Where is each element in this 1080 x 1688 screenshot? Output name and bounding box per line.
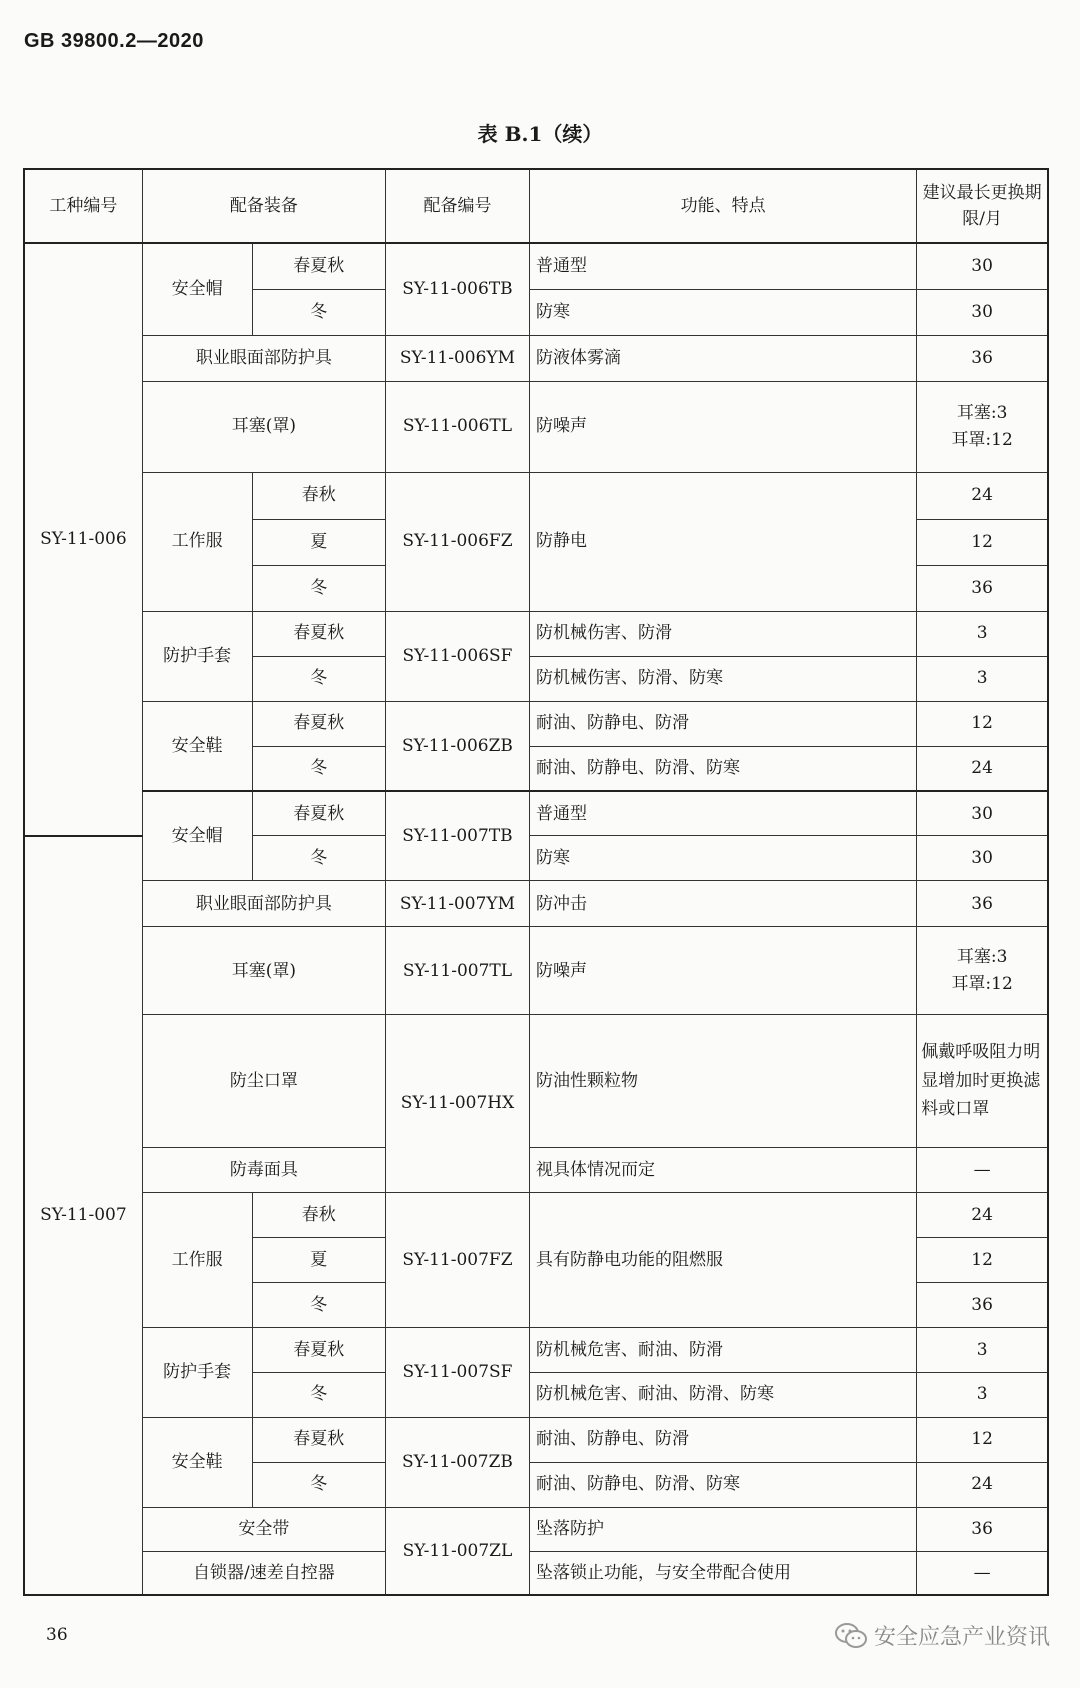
table-row bbox=[24, 1147, 1048, 1192]
header-equipment: 配备装备 bbox=[142, 169, 385, 243]
function-cell: 防冲击 bbox=[530, 881, 917, 927]
period-cell: 24 bbox=[917, 746, 1048, 791]
table-row bbox=[24, 1552, 1048, 1595]
season-cell: 冬 bbox=[252, 1462, 385, 1507]
equip-code-cell: SY-11-006FZ bbox=[385, 472, 529, 611]
period-cell: 3 bbox=[917, 1372, 1048, 1417]
item-cell: 职业眼面部防护具 bbox=[142, 881, 385, 927]
period-cell: 36 bbox=[917, 335, 1048, 381]
equip-code-cell: SY-11-007YM bbox=[385, 881, 529, 927]
period-cell: — bbox=[917, 1147, 1048, 1192]
item-cell: 防毒面具 bbox=[142, 1147, 385, 1192]
item-cell: 职业眼面部防护具 bbox=[142, 335, 385, 381]
table-title: 表 B.1（续） bbox=[477, 122, 603, 146]
item-cell: 防护手套 bbox=[142, 1327, 252, 1417]
period-cell: 24 bbox=[917, 1462, 1048, 1507]
watermark bbox=[834, 1620, 1050, 1651]
table-row bbox=[24, 1507, 1048, 1552]
season-cell: 春夏秋 bbox=[252, 1417, 385, 1462]
item-cell: 工作服 bbox=[142, 472, 252, 611]
function-cell: 防机械危害、耐油、防滑 bbox=[530, 1327, 917, 1372]
period-cell: 30 bbox=[917, 243, 1048, 289]
standard-code: GB 39800.2—2020 bbox=[24, 30, 204, 52]
period-cell: 3 bbox=[917, 656, 1048, 701]
equip-code-cell: SY-11-007TB bbox=[385, 791, 529, 881]
table-row bbox=[24, 335, 1048, 381]
period-cell: 3 bbox=[917, 1327, 1048, 1372]
table-row bbox=[24, 881, 1048, 927]
period-cell: 30 bbox=[917, 289, 1048, 335]
header-period: 建议最长更换期限/月 bbox=[917, 169, 1048, 243]
period-cell: 24 bbox=[917, 472, 1048, 519]
season-cell: 夏 bbox=[252, 519, 385, 565]
function-cell: 防机械危害、耐油、防滑、防寒 bbox=[530, 1372, 917, 1417]
equip-code-cell: SY-11-007SF bbox=[385, 1327, 529, 1417]
period-cell: 12 bbox=[917, 1417, 1048, 1462]
item-cell: 防护手套 bbox=[142, 611, 252, 701]
function-cell: 耐油、防静电、防滑 bbox=[530, 701, 917, 746]
function-cell: 防寒 bbox=[530, 836, 917, 881]
function-cell: 防油性颗粒物 bbox=[530, 1015, 917, 1148]
header-equip-code: 配备编号 bbox=[385, 169, 529, 243]
function-cell: 防寒 bbox=[530, 289, 917, 335]
item-cell: 安全鞋 bbox=[142, 1417, 252, 1507]
equip-code-cell: SY-11-007ZL bbox=[385, 1507, 529, 1595]
table-row bbox=[24, 927, 1048, 1015]
season-cell: 冬 bbox=[252, 1282, 385, 1327]
period-cell: 12 bbox=[917, 1237, 1048, 1282]
season-cell: 春夏秋 bbox=[252, 611, 385, 656]
item-cell: 工作服 bbox=[142, 1192, 252, 1327]
period-cell: 耳塞:3 耳罩:12 bbox=[917, 381, 1048, 472]
equip-code-cell: SY-11-007FZ bbox=[385, 1192, 529, 1327]
function-cell: 防机械伤害、防滑 bbox=[530, 611, 917, 656]
item-cell: 防尘口罩 bbox=[142, 1015, 385, 1148]
item-cell: 耳塞(罩) bbox=[142, 927, 385, 1015]
period-cell: 30 bbox=[917, 836, 1048, 881]
season-cell: 春夏秋 bbox=[252, 791, 385, 836]
period-cell: 3 bbox=[917, 611, 1048, 656]
table-row bbox=[24, 1015, 1048, 1148]
function-cell: 视具体情况而定 bbox=[530, 1147, 917, 1192]
equipment-table bbox=[23, 168, 1049, 1596]
period-cell: 36 bbox=[917, 565, 1048, 611]
function-cell: 防液体雾滴 bbox=[530, 335, 917, 381]
function-cell: 坠落防护 bbox=[530, 1507, 917, 1552]
wechat-logo-icon bbox=[834, 1622, 868, 1650]
period-cell: 30 bbox=[917, 791, 1048, 836]
period-cell: — bbox=[917, 1552, 1048, 1595]
function-cell: 防噪声 bbox=[530, 927, 917, 1015]
function-cell: 坠落锁止功能，与安全带配合使用 bbox=[530, 1552, 917, 1595]
period-cell: 耳塞:3 耳罩:12 bbox=[917, 927, 1048, 1015]
function-cell: 防静电 bbox=[530, 472, 917, 611]
function-cell: 耐油、防静电、防滑 bbox=[530, 1417, 917, 1462]
watermark-text: 安全应急产业资讯 bbox=[873, 1624, 1050, 1649]
item-cell: 安全带 bbox=[142, 1507, 385, 1552]
item-cell: 安全帽 bbox=[142, 243, 252, 335]
header-row bbox=[24, 169, 1048, 243]
season-cell: 夏 bbox=[252, 1237, 385, 1282]
period-cell: 36 bbox=[917, 1507, 1048, 1552]
item-cell: 安全帽 bbox=[142, 791, 252, 881]
function-cell: 耐油、防静电、防滑、防寒 bbox=[530, 1462, 917, 1507]
equip-code-cell: SY-11-007ZB bbox=[385, 1417, 529, 1507]
table-row bbox=[24, 472, 1048, 519]
period-cell: 12 bbox=[917, 519, 1048, 565]
function-cell: 防噪声 bbox=[530, 381, 917, 472]
table-row bbox=[24, 1417, 1048, 1462]
equip-code-cell: SY-11-006TB bbox=[385, 243, 529, 335]
equip-code-cell: SY-11-007HX bbox=[385, 1015, 529, 1193]
job-code-cell: SY-11-007 bbox=[24, 836, 142, 1595]
table-row bbox=[24, 791, 1048, 836]
function-cell: 具有防静电功能的阻燃服 bbox=[530, 1192, 917, 1327]
season-cell: 春夏秋 bbox=[252, 701, 385, 746]
function-cell: 普通型 bbox=[530, 243, 917, 289]
season-cell: 冬 bbox=[252, 565, 385, 611]
period-cell: 12 bbox=[917, 701, 1048, 746]
table-row bbox=[24, 611, 1048, 656]
season-cell: 冬 bbox=[252, 746, 385, 791]
season-cell: 春夏秋 bbox=[252, 243, 385, 289]
period-cell: 36 bbox=[917, 1282, 1048, 1327]
equip-code-cell: SY-11-006SF bbox=[385, 611, 529, 701]
season-cell: 冬 bbox=[252, 1372, 385, 1417]
table-row bbox=[24, 381, 1048, 472]
equip-code-cell: SY-11-006TL bbox=[385, 381, 529, 472]
season-cell: 冬 bbox=[252, 656, 385, 701]
item-cell: 自锁器/速差自控器 bbox=[142, 1552, 385, 1595]
period-cell: 24 bbox=[917, 1192, 1048, 1237]
table-row bbox=[24, 1192, 1048, 1237]
job-code-cell: SY-11-006 bbox=[24, 243, 142, 836]
equip-code-cell: SY-11-006YM bbox=[385, 335, 529, 381]
function-cell: 防机械伤害、防滑、防寒 bbox=[530, 656, 917, 701]
equip-code-cell: SY-11-007TL bbox=[385, 927, 529, 1015]
season-cell: 春秋 bbox=[252, 1192, 385, 1237]
header-job-code: 工种编号 bbox=[24, 169, 142, 243]
table-row bbox=[24, 1327, 1048, 1372]
period-cell: 36 bbox=[917, 881, 1048, 927]
function-cell: 耐油、防静电、防滑、防寒 bbox=[530, 746, 917, 791]
function-cell: 普通型 bbox=[530, 791, 917, 836]
header-function: 功能、特点 bbox=[530, 169, 917, 243]
period-cell: 佩戴呼吸阻力明显增加时更换滤料或口罩 bbox=[917, 1015, 1048, 1148]
season-cell: 冬 bbox=[252, 836, 385, 881]
item-cell: 耳塞(罩) bbox=[142, 381, 385, 472]
season-cell: 冬 bbox=[252, 289, 385, 335]
season-cell: 春秋 bbox=[252, 472, 385, 519]
table-row bbox=[24, 701, 1048, 746]
season-cell: 春夏秋 bbox=[252, 1327, 385, 1372]
page-number: 36 bbox=[46, 1625, 68, 1645]
equip-code-cell: SY-11-006ZB bbox=[385, 701, 529, 791]
table-row bbox=[24, 243, 1048, 289]
item-cell: 安全鞋 bbox=[142, 701, 252, 791]
